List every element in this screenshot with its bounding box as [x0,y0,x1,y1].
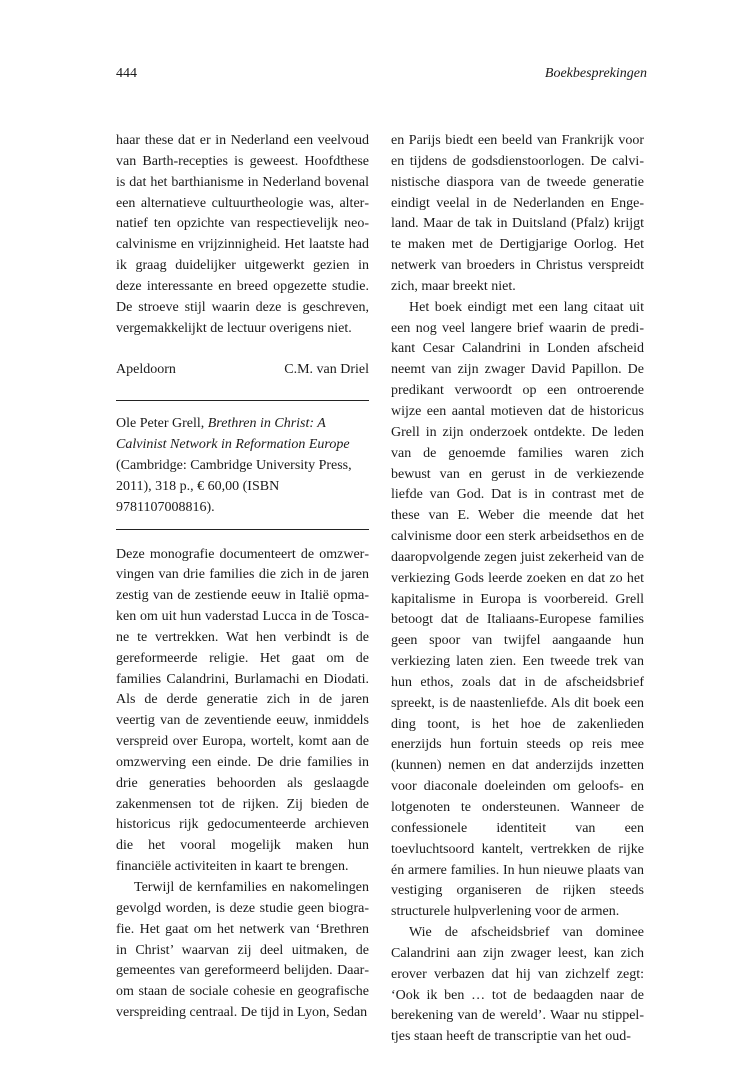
divider-bottom [116,529,369,530]
reviewer-name: C.M. van Driel [284,362,369,378]
book-publication-details: (Cambridge: Cambridge University Press, 2011), 318 p., € 60,00 (ISBN 9781107008816). [116,457,352,515]
right-column [391,131,644,1048]
review-paragraph: Het boek eindigt met een lang citaat uit een nog veel langere brief waarin de predikant Cesar Calandrini in Londen afscheid neemt van zijn zwager David Papillon. De predikant verwoordt op een ontroerende wijze een aantal motieven dat de historicus Grell in zijn onderzoek ontdekte. De leden van de genoemde families waren zich bewust van en gerust in de verkiezende liefde van God. Dat is in contrast met de these van E. Weber die meende dat het calvinisme door een sterk arbeidsethos en de daaropvolgende zegen juist zekerheid van de verkiezing Gods leerde zoeken en dat zo het kapitalisme in Europa is voorbereid. Grell betoogt dat de Italiaans-Europese families geen spoor van twijfel aangaande hun verkiezing laten zien. Een tweede trek van hun ethos, zoals dat in de afscheidsbrief spreekt, is de naastenliefde. Als dit boek een ding toont, is het hoe de zakenlieden enerzijds hun fortuin steeds op reis mee (kunnen) nemen en dat anderzijds inzetten voor diaconale doeleinden om geloofs- en lotgenoten te ondersteunen. Wanneer de confessionele identiteit van een toevluchtsoord kantelt, vertrekken de rijke én armere families. In hun nieuwe plaats van vestiging organiseren de rijken steeds structurele hulpverlening voor de armen. [391,299,644,920]
left-column [116,131,369,1024]
review-body-left [116,545,369,1024]
running-header: Boekbesprekingen [544,66,647,81]
page-number: 444 [116,66,137,81]
review-paragraph: en Parijs biedt een beeld van Frankrijk voor en tijdens de godsdienstoorlogen. De calvinistische diaspora van de tweede generatie eindigt veelal in de Nederlanden en Engeland. Maar de tak in Duitsland (Pfalz) krijgt te maken met de Dertigjarige Oorlog. Het netwerk van broeders in Christus verspreidt zich, maar breekt niet. [391,133,644,294]
review-paragraph: Terwijl de kernfamilies en nakomelingen gevolgd worden, is deze studie geen biografie. Het gaat om het netwerk van ‘Brethren in Christ’ waarvan zij deel uitmaken, de gemeentes van gereformeerd belijden. Daarom staan de sociale cohesie en geografische verspreiding centraal. De tijd in Lyon, Sedan [116,880,369,1021]
reviewer-place: Apeldoorn [116,362,176,378]
book-author: Ole Peter Grell, [116,416,208,432]
reviewer-signature [116,360,369,381]
divider-top [116,400,369,401]
review-paragraph: Wie de afscheidsbrief van dominee Calandrini aan zijn zwager leest, kan zich erover verbazen dat hij van zichzelf zegt: ‘Ook ik ben … tot de bedaagden naar de berekening van de wereld’. Waar nu stippeltjes staan heeft de transcriptie van het oud- [391,925,644,1045]
book-title: Brethren in Christ: A Calvinist Network in Reformation Europe [116,416,350,453]
bibliographic-entry [116,414,369,518]
review-paragraph: Deze monografie documenteert de omzwervingen van drie families die zich in de jaren zestig van de zestiende eeuw in Italië opmaken om uit hun vaderstad Lucca in de Toscane te vertrekken. Wat hen verbindt is de gereformeerde religie. Het gaat om de families Calandrini, Burlamachi en Diodati. Als de derde generatie zich in de jaren veertig van de zeventiende eeuw, inmiddels verspreid over Europa, wortelt, komt aan de omzwerving een einde. De drie families in drie generaties behoorden als geslaagde zakenmensen tot de rijken. Zij bieden de historicus rijk gedocumenteerde archieven die het vooral mogelijk maken hun financiële activiteiten in kaart te brengen. [116,546,369,875]
previous-review-closing-paragraph: haar these dat er in Nederland een veelvoud van Barth-recepties is geweest. Hoofdthese is dat het barthianisme in Nederland bovenal een alternatieve cultuurtheologie was, alternatief ten opzichte van respectievelijk neocalvinisme en vrijzinnigheid. Het laatste had ik graag duidelijker uitgewerkt gezien in deze interessante en breed opgezette studie. De stroeve stijl waarin deze is geschreven, vergemakkelijkt de lectuur overigens niet. [116,133,369,336]
